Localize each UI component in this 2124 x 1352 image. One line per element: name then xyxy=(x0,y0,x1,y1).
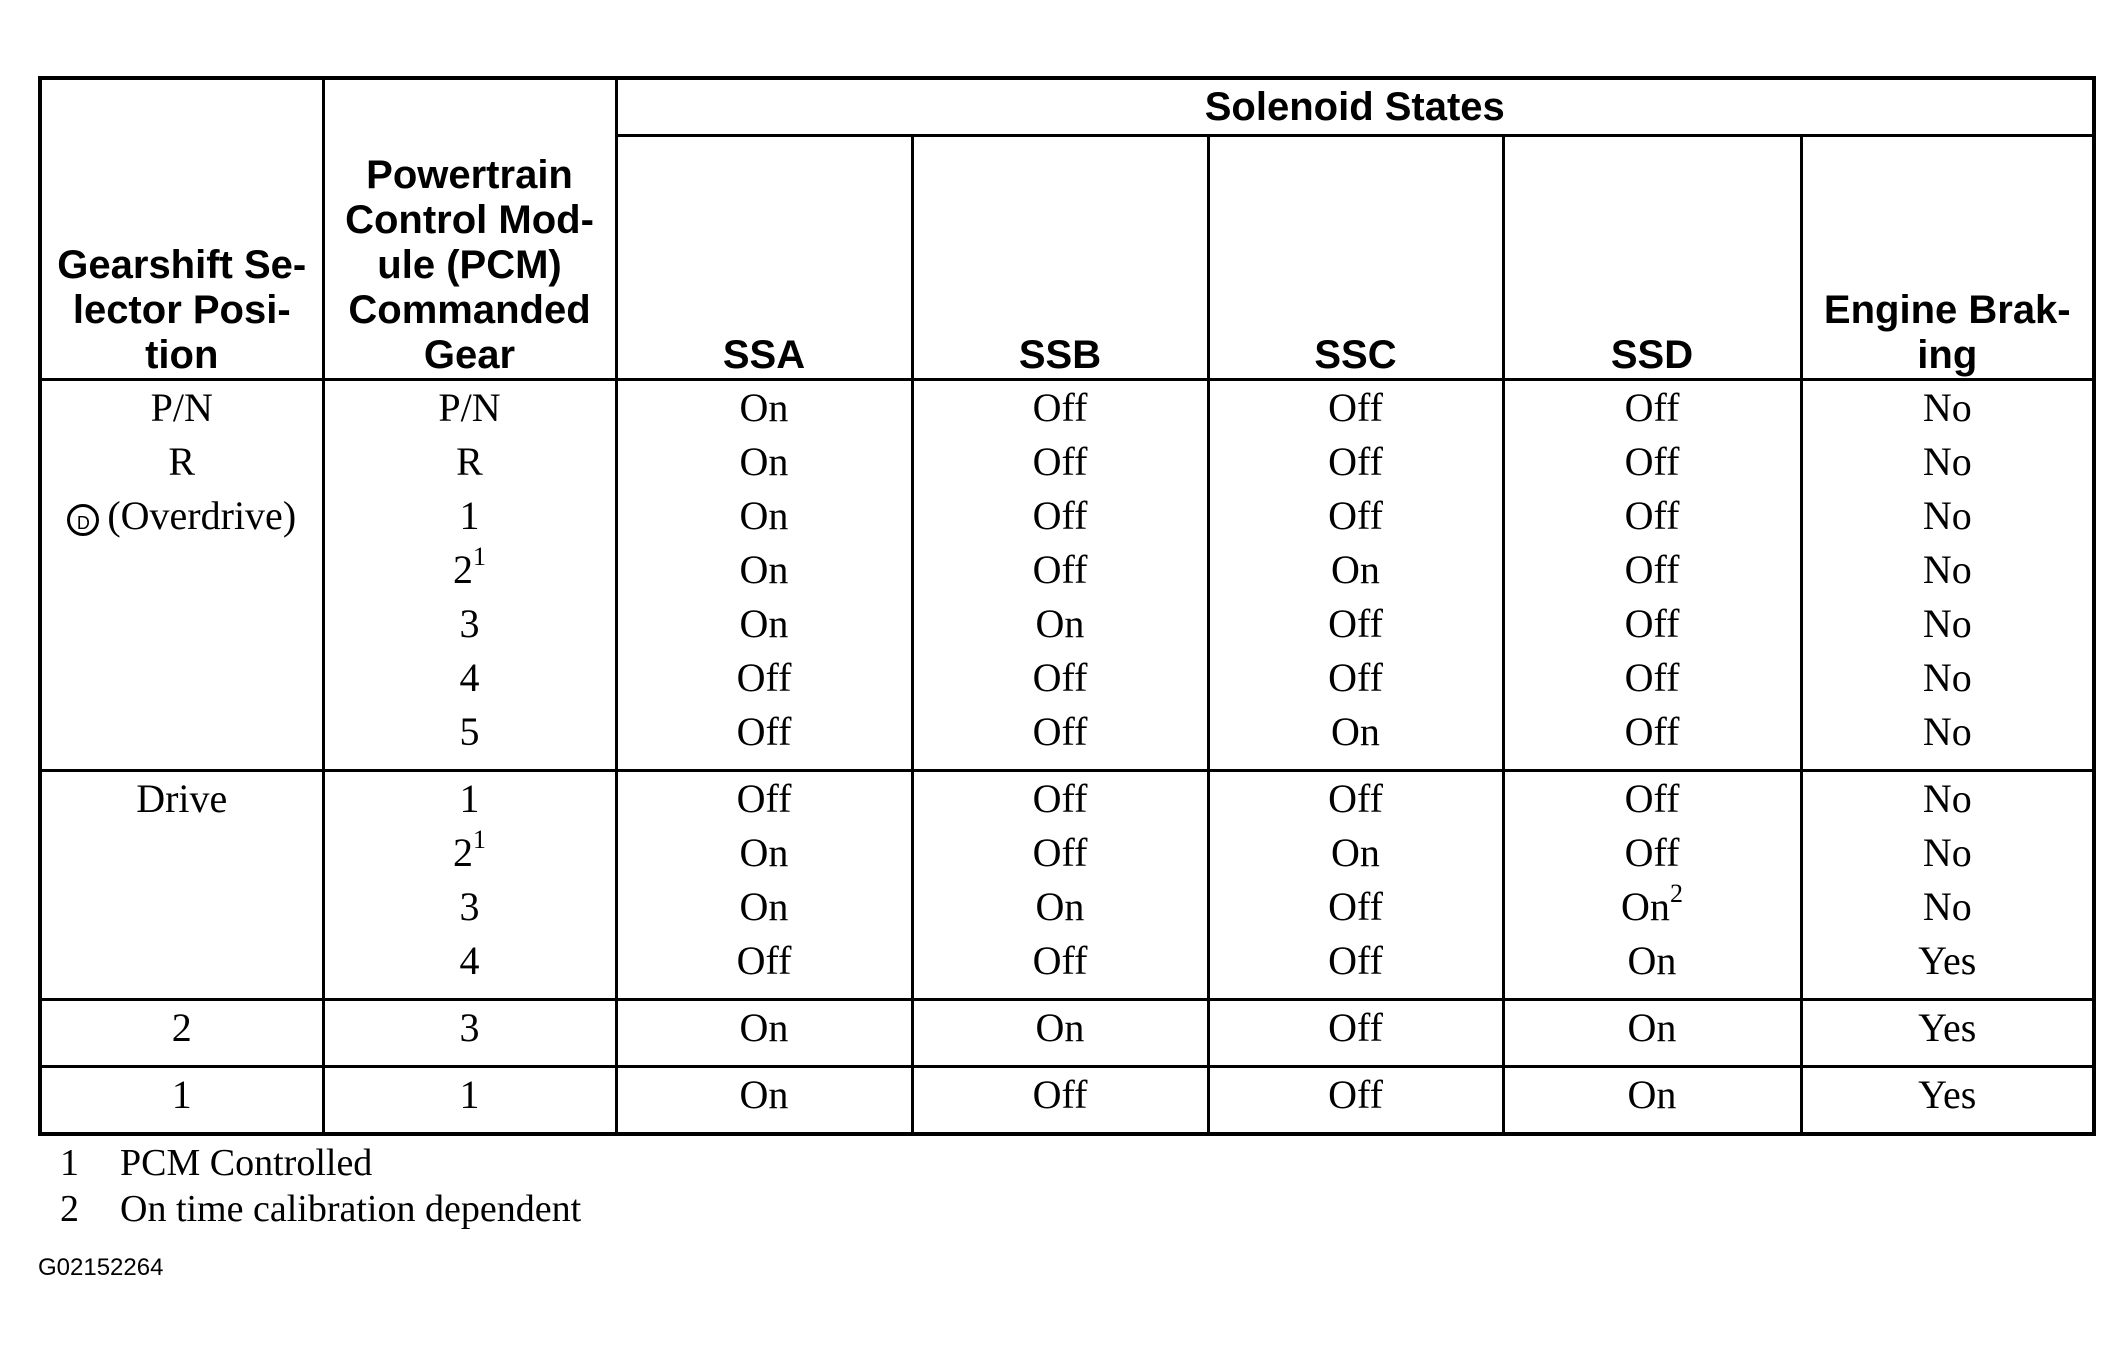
value xyxy=(325,1001,615,1055)
header-solenoid-states: Solenoid States xyxy=(616,78,2094,136)
cell-ssa xyxy=(616,380,912,771)
header-line: Control Mod- xyxy=(345,198,594,242)
value-value: 4 xyxy=(459,938,480,983)
value: Off xyxy=(736,776,792,821)
footnote-number: 1 xyxy=(60,1142,79,1184)
cell-ssa xyxy=(616,771,912,1000)
cell-engine-braking xyxy=(1801,380,2094,771)
header-line: ing xyxy=(1917,333,1978,377)
value: On xyxy=(1035,1005,1085,1050)
table-body xyxy=(40,380,2094,1135)
value xyxy=(325,381,615,435)
value-value: Off xyxy=(1624,776,1680,821)
value: On xyxy=(1035,884,1085,929)
value: Off xyxy=(1032,493,1088,538)
value-value: 3 xyxy=(459,884,480,929)
cell-commanded-gear xyxy=(323,771,616,1000)
header-ssa: SSA xyxy=(616,136,912,380)
header-pcm-commanded-gear xyxy=(323,78,616,380)
value: Off xyxy=(1032,547,1088,592)
selector-group-row xyxy=(40,1067,2094,1135)
header-line: tion xyxy=(145,333,219,377)
value-value: Off xyxy=(1624,709,1680,754)
value: Off xyxy=(736,938,792,983)
value-value: 3 xyxy=(459,601,480,646)
value: On xyxy=(1331,547,1380,592)
cell-ssb xyxy=(912,771,1208,1000)
value: On xyxy=(739,884,789,929)
footnote-ref: 2 xyxy=(1669,878,1683,908)
footnote-1 xyxy=(60,1140,581,1186)
solenoid-states-table xyxy=(38,76,2096,1136)
cell-ssa xyxy=(616,1000,912,1067)
value: No xyxy=(1922,655,1972,700)
cell-engine-braking xyxy=(1801,771,2094,1000)
value-value: On xyxy=(1627,1005,1677,1050)
footnote-2 xyxy=(60,1186,581,1232)
value: On xyxy=(739,601,789,646)
value: No xyxy=(1922,709,1972,754)
value-value: Off xyxy=(1624,601,1680,646)
cell-selector-position xyxy=(40,1000,323,1067)
header-ssc: SSC xyxy=(1208,136,1503,380)
value xyxy=(325,489,615,543)
value-value: P/N xyxy=(438,385,501,430)
value-value: Off xyxy=(1624,830,1680,875)
cell-ssc xyxy=(1208,1000,1503,1067)
value xyxy=(1505,1068,1800,1122)
value: On xyxy=(1035,601,1085,646)
value-value: 1 xyxy=(459,776,480,821)
value xyxy=(325,772,615,826)
value: Off xyxy=(736,709,792,754)
value xyxy=(1505,772,1800,826)
header-line: ule (PCM) xyxy=(377,243,562,287)
value xyxy=(1505,934,1800,988)
value: No xyxy=(1922,776,1972,821)
value: Yes xyxy=(1918,1072,1977,1117)
value xyxy=(325,435,615,489)
selector-group-row xyxy=(40,1000,2094,1067)
value-value: On xyxy=(1627,1072,1677,1117)
value: On xyxy=(739,1005,789,1050)
value: Off xyxy=(1328,655,1383,700)
value-value: 1 xyxy=(459,493,480,538)
value xyxy=(1505,651,1800,705)
value xyxy=(1505,489,1800,543)
value xyxy=(1505,705,1800,759)
cell-ssc xyxy=(1208,1067,1503,1135)
value: On xyxy=(739,1072,789,1117)
position-label: 1 xyxy=(171,1072,192,1117)
value: On xyxy=(739,547,789,592)
value-value: On xyxy=(1627,938,1677,983)
value: Off xyxy=(1328,601,1383,646)
figure-id: G02152264 xyxy=(38,1254,164,1281)
value xyxy=(325,597,615,651)
position-label: Drive xyxy=(136,776,228,821)
value xyxy=(325,934,615,988)
value: Off xyxy=(1032,709,1088,754)
position-label: 2 xyxy=(171,1005,192,1050)
value-value: On xyxy=(1621,884,1670,929)
header-line: lector Posi- xyxy=(72,288,291,332)
value xyxy=(1505,1001,1800,1055)
value-value: 5 xyxy=(459,709,480,754)
value-value: Off xyxy=(1624,655,1680,700)
footnote-number: 2 xyxy=(60,1188,79,1230)
header-gearshift-position xyxy=(40,78,323,380)
cell-engine-braking xyxy=(1801,1000,2094,1067)
cell-commanded-gear xyxy=(323,1000,616,1067)
value: On xyxy=(739,830,789,875)
value xyxy=(325,880,615,934)
value: No xyxy=(1922,830,1972,875)
value: Off xyxy=(1032,1072,1088,1117)
value: Off xyxy=(1032,830,1088,875)
cell-commanded-gear xyxy=(323,380,616,771)
value xyxy=(1505,826,1800,880)
cell-ssb xyxy=(912,1067,1208,1135)
value: Off xyxy=(1328,385,1383,430)
header-ssb: SSB xyxy=(912,136,1208,380)
value: Off xyxy=(1328,439,1383,484)
value: Yes xyxy=(1918,1005,1977,1050)
value-value: Off xyxy=(1624,493,1680,538)
value: No xyxy=(1922,493,1972,538)
value: Off xyxy=(1032,655,1088,700)
position-label: P/N xyxy=(150,385,213,430)
header-ssd: SSD xyxy=(1503,136,1801,380)
cell-commanded-gear xyxy=(323,1067,616,1135)
value: On xyxy=(739,493,789,538)
value xyxy=(1505,543,1800,597)
cell-ssd xyxy=(1503,771,1801,1000)
header-line: Engine Brak- xyxy=(1823,288,2071,332)
cell-engine-braking xyxy=(1801,1067,2094,1135)
value: No xyxy=(1922,385,1972,430)
position-label-text: (Overdrive) xyxy=(107,493,297,538)
value xyxy=(1505,381,1800,435)
position-label xyxy=(42,489,322,543)
value: No xyxy=(1922,884,1972,929)
value: Off xyxy=(1328,1005,1383,1050)
position-label: R xyxy=(168,439,196,484)
value: Off xyxy=(1032,385,1088,430)
cell-selector-position xyxy=(40,771,323,1000)
value-value: Off xyxy=(1624,385,1680,430)
value xyxy=(325,543,615,597)
value: Off xyxy=(1328,938,1383,983)
footnotes xyxy=(60,1140,581,1232)
value-value: 2 xyxy=(453,830,473,875)
value: On xyxy=(739,385,789,430)
footnote-text: On time calibration dependent xyxy=(120,1188,582,1230)
cell-ssd xyxy=(1503,1067,1801,1135)
value: Off xyxy=(1328,776,1383,821)
cell-ssb xyxy=(912,380,1208,771)
cell-selector-position xyxy=(40,1067,323,1135)
value: Yes xyxy=(1918,938,1977,983)
header-line: Gear xyxy=(423,333,516,377)
value xyxy=(325,826,615,880)
value: Off xyxy=(1032,439,1088,484)
header-line: Powertrain xyxy=(366,153,573,197)
value: Off xyxy=(1328,884,1383,929)
value-value: R xyxy=(456,439,483,484)
header-line: Gearshift Se- xyxy=(57,243,307,287)
cell-selector-position xyxy=(40,380,323,771)
value: Off xyxy=(736,655,792,700)
value: On xyxy=(1331,830,1380,875)
value-value: 1 xyxy=(459,1072,480,1117)
value xyxy=(325,705,615,759)
cell-ssa xyxy=(616,1067,912,1135)
footnote-text: PCM Controlled xyxy=(120,1142,373,1184)
value-value: Off xyxy=(1624,439,1680,484)
value xyxy=(1505,435,1800,489)
header-engine-braking xyxy=(1801,136,2094,380)
header-line: Commanded xyxy=(348,288,591,332)
value: Off xyxy=(1328,1072,1383,1117)
value-value: 3 xyxy=(459,1005,480,1050)
cell-ssb xyxy=(912,1000,1208,1067)
cell-ssc xyxy=(1208,771,1503,1000)
value: Off xyxy=(1328,493,1383,538)
footnote-ref: 1 xyxy=(473,541,486,571)
overdrive-d-icon: D xyxy=(67,504,99,536)
value xyxy=(1505,880,1800,934)
selector-group-row xyxy=(40,771,2094,1000)
cell-ssc xyxy=(1208,380,1503,771)
value-value: 2 xyxy=(453,547,473,592)
cell-ssd xyxy=(1503,380,1801,771)
value: No xyxy=(1922,547,1972,592)
cell-ssd xyxy=(1503,1000,1801,1067)
value: Off xyxy=(1032,938,1088,983)
value-value: Off xyxy=(1624,547,1680,592)
value: On xyxy=(1331,709,1380,754)
value xyxy=(1505,597,1800,651)
value xyxy=(325,651,615,705)
value: No xyxy=(1922,439,1972,484)
value-value: 4 xyxy=(459,655,480,700)
value: No xyxy=(1922,601,1972,646)
value: On xyxy=(739,439,789,484)
footnote-ref: 1 xyxy=(473,824,486,854)
value: Off xyxy=(1032,776,1088,821)
selector-group-row xyxy=(40,380,2094,771)
value xyxy=(325,1068,615,1122)
